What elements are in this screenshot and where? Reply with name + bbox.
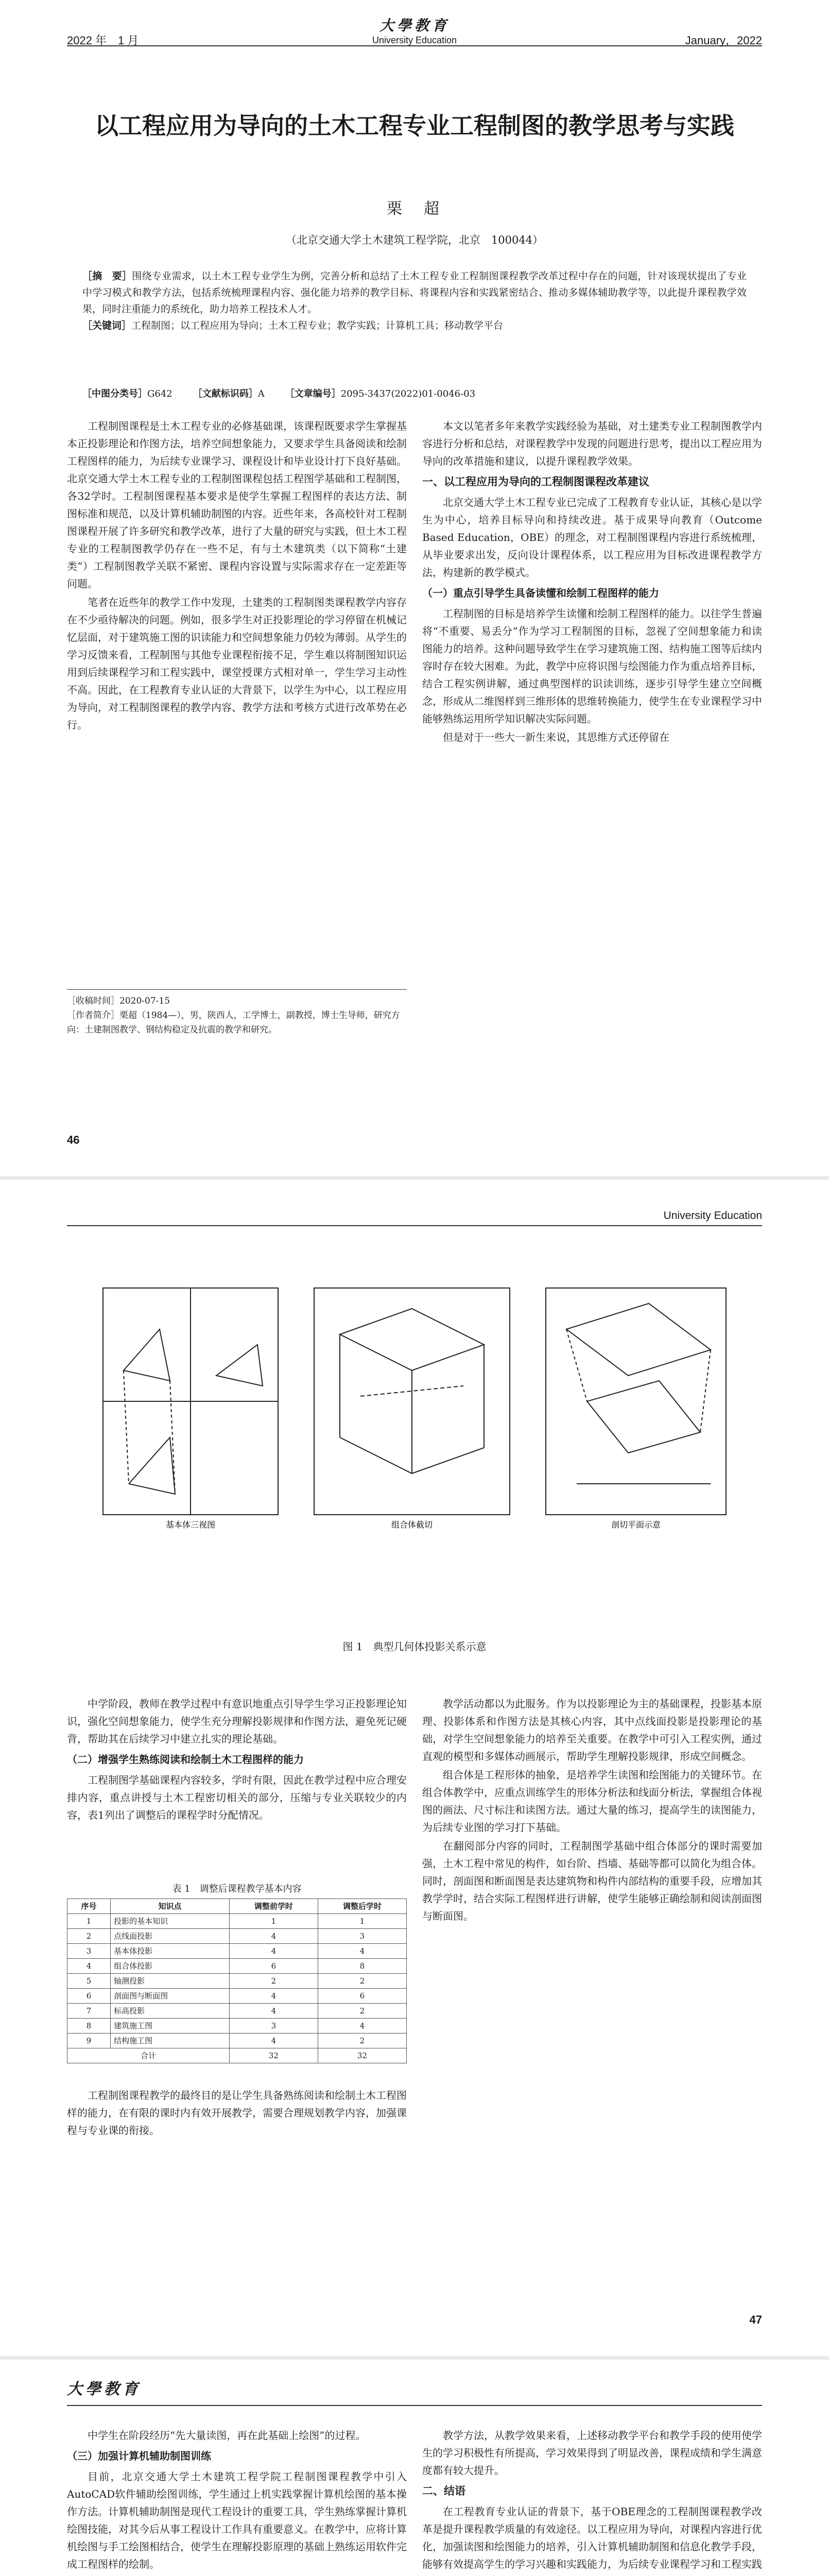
header-date-en: January，2022 [685,34,762,47]
author-name: 栗 超 [387,200,442,218]
article-title: 以工程应用为导向的土木工程专业工程制图的教学思考与实践 [95,112,734,140]
meta-article-no: ［文章编号］2095-3437(2022)01-0046-03 [285,388,476,399]
subsection-heading: （一）重点引导学生具备读懂和绘制工程图样的能力 [422,587,659,599]
abstract-label: ［摘 要］ [82,270,132,282]
table-cell: 剖面图与断面图 [111,1989,230,2004]
table-cell: 4 [318,1944,406,1959]
table-cell: 点线面投影 [111,1929,230,1944]
abstract-text: 围绕专业需求，以土木工程专业学生为例，完善分析和总结了土木工程专业工程制图课程教学改革过程中存在的问题，针对该现状提出了专业中学习模式和教学方法，包括系统梳理课程内容、强化能力培养的教学目标、将课程内容和实践紧密结合、推动多媒体辅助教学等，以此提升课程教学效果，同时注重能力的系统化，助力培养工程技术人才。 [82,270,747,315]
projection-line [700,1350,711,1432]
paragraph: 工程制图的目标是培养学生读懂和绘制工程图样的能力。以往学生普遍将“不重要、易丢分”作为学习工程制图的目标，忽视了空间想象能力和读图能力的培养。这种问题导致学生在学习建筑施工图、结构施工图等后续内容时存在较大困难。为此，教学中应将识图与绘图能力作为重点培养目标，结合工程实例讲解，通过典型图样的识读训练，逐步引导学生建立空间概念，形成从二维图样到三维形体的思维转换能力，使学生在专业课程学习中能够熟练运用所学知识解决实际问题。 [422,607,762,725]
meta-clc: ［中图分类号］G642 [82,388,172,399]
table-cell: 1 [67,1914,111,1929]
table-cell: 标高投影 [111,2004,230,2019]
paragraph: 笔者在近些年的教学工作中发现，土建类的工程制图类课程教学内容存在不少亟待解决的问题。例如，很多学生对正投影理论的学习停留在机械记忆层面，对于建筑施工图的识读能力和空间想象能力仍较为薄弱。从学生的学习反馈来看，工程制图与其他专业课程衔接不足，学生难以将制图知识运用到后续课程学习和工程实践中，课堂授课方式相对单一，学生学习主动性不高。因此，在工程教育专业认证的大背景下，以学生为中心，以工程应用为导向，对工程制图课程的教学内容、教学方法和考核方式进行改革势在必行。 [67,596,407,731]
page-3 [0,2360,829,2576]
table-cell: 2 [318,2004,406,2019]
body-right-column [422,2427,762,2576]
triangle-top-view [129,1437,175,1494]
table-row [67,1944,407,1959]
table-cell: 4 [229,2033,318,2048]
body-left-column [67,417,407,735]
table-cell: 6 [318,1989,406,2004]
table-cell: 结构施工图 [111,2033,230,2048]
table-cell: 基本体投影 [111,1944,230,1959]
page-1 [0,0,829,1180]
projection-line [566,1329,587,1401]
table-cell: 组合体投影 [111,1959,230,1974]
paragraph: 在翻阅部分内容的同时，工程制图学基础中组合体部分的课时需要加强，土木工程中常见的构件，如台阶、挡墙、基础等都可以简化为组合体。同时，剖面图和断面图是表达建筑物和构件内部结构的重要手段，应增加其教学学时，结合实际工程图样进行讲解，使学生能够正确绘制和阅读剖面图与断面图。 [422,1840,762,1922]
body-left-column [67,1695,407,1825]
table-cell: 2 [67,1929,111,1944]
paragraph: 目前，北京交通大学土木建筑工程学院工程制图课程教学中引入AutoCAD软件辅助绘图训练，学生通过上机实践掌握计算机绘图的基本操作方法。计算机辅助制图是现代工程设计的重要工具，学生熟练掌握计算机绘图技能，对其今后从事工程设计工作具有重要意义。在教学中，应将计算机绘图与手工绘图相结合，使学生在理解投影原理的基础上熟练运用软件完成工程图样的绘制。 [67,2470,407,2570]
body-right-column [422,417,762,747]
running-header [67,1194,762,1226]
keywords-text: 工程制图；以工程应用为导向；土木工程专业；教学实践；计算机工具；移动教学平台 [131,320,504,331]
body-right-column [422,1695,762,1926]
classification-row [82,386,747,400]
section-plane [587,1381,700,1453]
journal-title [67,14,762,46]
table-cell: 8 [318,1959,406,1974]
paragraph: 中学阶段，教师在教学过程中有意识地重点引导学生学习正投影理论知识，强化空间想象能力，使学生充分理解投影规律和作图方法，避免死记硬背，帮助其在后续学习中建立扎实的理论基础。 [67,1698,407,1745]
triangle-side-view [216,1345,263,1386]
running-header [67,2374,762,2406]
table-cell: 4 [229,1929,318,1944]
triangle-front-view [124,1329,170,1381]
table-cell: 4 [67,1959,111,1974]
journal-logo-text: 大學教育 [67,2381,141,2398]
table-cell: 1 [318,1914,406,1929]
paragraph [67,2574,407,2576]
paragraph: 工程制图课程教学的最终目的是让学生具备熟练阅读和绘制土木工程图样的能力，在有限的课时内有效开展教学，需要合理规划教学内容，加强课程与专业课的衔接。 [67,2089,407,2137]
paragraph: 中学生在阶段经历“先大量读图，再在此基础上绘图”的过程。 [88,2429,366,2442]
paragraph: 在工程教育专业认证的背景下，基于OBE理念的工程制图课程教学改革是提升课程教学质量的有效途径。以工程应用为导向，对课程内容进行优化，加强读图和绘图能力的培养，引入计算机辅助制图和信息化教学手段，能够有效提高学生的学习兴趣和实践能力，为后续专业课程学习和工程实践 [422,2505,762,2570]
table-cell: 3 [229,2019,318,2033]
prism-top-face [340,1309,484,1370]
table-caption: 表 1 调整后课程教学基本内容 [172,1884,302,1894]
page-number: 46 [67,1133,80,1146]
table-total-row [67,2048,407,2063]
table-row [67,1989,407,2004]
paragraph: 组合体是工程形体的抽象，是培养学生读图和绘图能力的关键环节。在组合体教学中，应重点训练学生的形体分析法和线面分析法，掌握组合体视图的画法、尺寸标注和读图方法。通过大量的练习，提高学生的读图能力，为后续专业图的学习打下基础。 [422,1769,762,1834]
table-cell: 4 [318,2019,406,2033]
abstract-block [82,268,747,334]
journal-name-en: University Education [372,35,457,45]
paragraph: 教学方法，从教学效果来看，上述移动教学平台和教学手段的使用使学生的学习积极性有所提高，学习效果得到了明显改善，课程成绩和学生满意度都有较大提升。 [422,2429,762,2477]
col-header: 序号 [67,1899,111,1914]
paragraph: 但是对于一些大一新生来说，其思维方式还停留在 [443,731,669,743]
table-cell: 3 [318,1929,406,1944]
body-left-column-lower [67,2087,407,2140]
panel-c-frame [546,1288,726,1515]
table-cell: 5 [67,1974,111,1989]
panel-c-label: 剖切平面示意 [611,1520,661,1530]
section-heading: 二、结语 [422,2485,465,2497]
running-header [67,14,762,46]
keywords-label: ［关键词］ [82,320,132,331]
projection-diagram [93,1267,736,1535]
received-date: ［收稿时间］2020-07-15 [67,996,170,1006]
table-row [67,2033,407,2048]
panel-b-label: 组合体截切 [391,1520,433,1530]
table-cell: 4 [229,1944,318,1959]
paragraph: 工程制图学基础课程内容较多，学时有限，因此在教学过程中应合理安排内容，重点讲授与土木工程密切相关的部分，压缩与专业关联较少的内容，表1列出了调整后的课程学时分配情况。 [67,1774,407,1821]
section-heading: 一、以工程应用为导向的工程制图课程改革建议 [422,476,649,488]
total-before: 32 [229,2048,318,2063]
author-affiliation: （北京交通大学土木建筑工程学院，北京 100044） [285,234,544,246]
journal-name-cn: 大學教育 [379,17,450,34]
figure-1 [93,1267,736,1653]
table-cell: 9 [67,2033,111,2048]
page-number: 47 [749,2313,762,2326]
cutting-plane [566,1303,711,1376]
paragraph: 工程制图课程是土木工程专业的必修基础课，该课程既要求学生掌握基本正投影理论和作图方法，培养空间想象能力，又要求学生具备阅读和绘制工程图样的能力，为后续专业课学习、课程设计和毕业设计打下良好基础。北京交通大学土木工程专业的工程制图课程包括工程图学基础和工程制图，各32学时。工程制图课程基本要求是使学生掌握工程图样的表达方法、制图标准和规范，以及计算机辅助制图的内容。近些年来，各高校针对工程制图课程开展了许多研究和教学改革，进行了大量的研究与实践，但土木工程专业的工程制图教学仍存在一些不足，有与土木建筑类（以下简称“土建类”）工程制图教学关联不紧密、课程内容设置与实际需求存在一定差距等问题。 [67,420,407,590]
table-cell: 2 [318,2033,406,2048]
meta-doc-code: ［文献标识码］A [193,388,265,399]
table-cell: 8 [67,2019,111,2033]
table-cell: 7 [67,2004,111,2019]
table-row [67,1974,407,1989]
table-row [67,1929,407,1944]
table-row [67,2004,407,2019]
header-date: 2022 年 1 月 [67,34,139,47]
col-header: 调整后学时 [318,1899,406,1914]
col-header: 调整前学时 [229,1899,318,1914]
table-row [67,1959,407,1974]
table-cell: 6 [67,1989,111,2004]
table-cell: 轴测投影 [111,1974,230,1989]
table-cell: 4 [229,2004,318,2019]
subsection-heading: （二）增强学生熟练阅读和绘制土木工程图样的能力 [67,1753,304,1766]
header-journal-en: University Education [663,1210,762,1222]
total-after: 32 [318,2048,406,2063]
author-bio: ［作者简介］栗超（1984—），男，陕西人，工学博士，副教授，博士生导师，研究方向：土建制图教学、钢结构稳定及抗震的教学和研究。 [67,1010,400,1035]
total-label: 合计 [67,2048,230,2063]
curriculum-table [67,1899,407,2063]
table-cell: 4 [229,1989,318,2004]
table-cell: 3 [67,1944,111,1959]
table-cell: 6 [229,1959,318,1974]
table-cell: 2 [318,1974,406,1989]
table-cell: 2 [229,1974,318,1989]
subsection-heading: （三）加强计算机辅助制图训练 [67,2450,211,2462]
table-cell: 建筑施工图 [111,2019,230,2033]
table-row [67,2019,407,2033]
page-2 [0,1180,829,2360]
table-cell: 投影的基本知识 [111,1914,230,1929]
projection-line [124,1370,129,1484]
projection-line [170,1381,175,1494]
figure-caption: 图 1 典型几何体投影关系示意 [342,1640,487,1653]
paragraph: 教学活动都以为此服务。作为以投影理论为主的基础课程，投影基本原理、投影体系和作图方法是其核心内容，其中点线面投影是投影理论的基础，对学生空间想象能力的培养至关重要。在教学中可引入工程实例，通过直观的模型和多媒体动画展示，帮助学生理解投影规律，形成空间概念。 [422,1698,762,1762]
table-cell: 1 [229,1914,318,1929]
paragraph: 北京交通大学土木工程专业已完成了工程教育专业认证，其核心是以学生为中心，培养目标导向和持续改进。基于成果导向教育（Outcome Based Education，OBE）的理念，对工程制图课程内容进行系统梳理，从毕业要求出发，反向设计课程体系，以工程应用为目标改进课程教学方法，构建新的教学模式。 [422,496,762,579]
col-header: 知识点 [111,1899,230,1914]
table-row [67,1914,407,1929]
panel-a-label: 基本体三视图 [165,1520,216,1530]
paragraph: 本文以笔者多年来教学实践经验为基础，对土建类专业工程制图教学内容进行分析和总结，对课程教学中发现的问题进行思考，提出以工程应用为导向的改革措施和建议，以提升课程教学效果。 [422,420,762,467]
body-left-column [67,2427,407,2576]
table-header-row [67,1899,407,1914]
footnote [67,989,407,1037]
